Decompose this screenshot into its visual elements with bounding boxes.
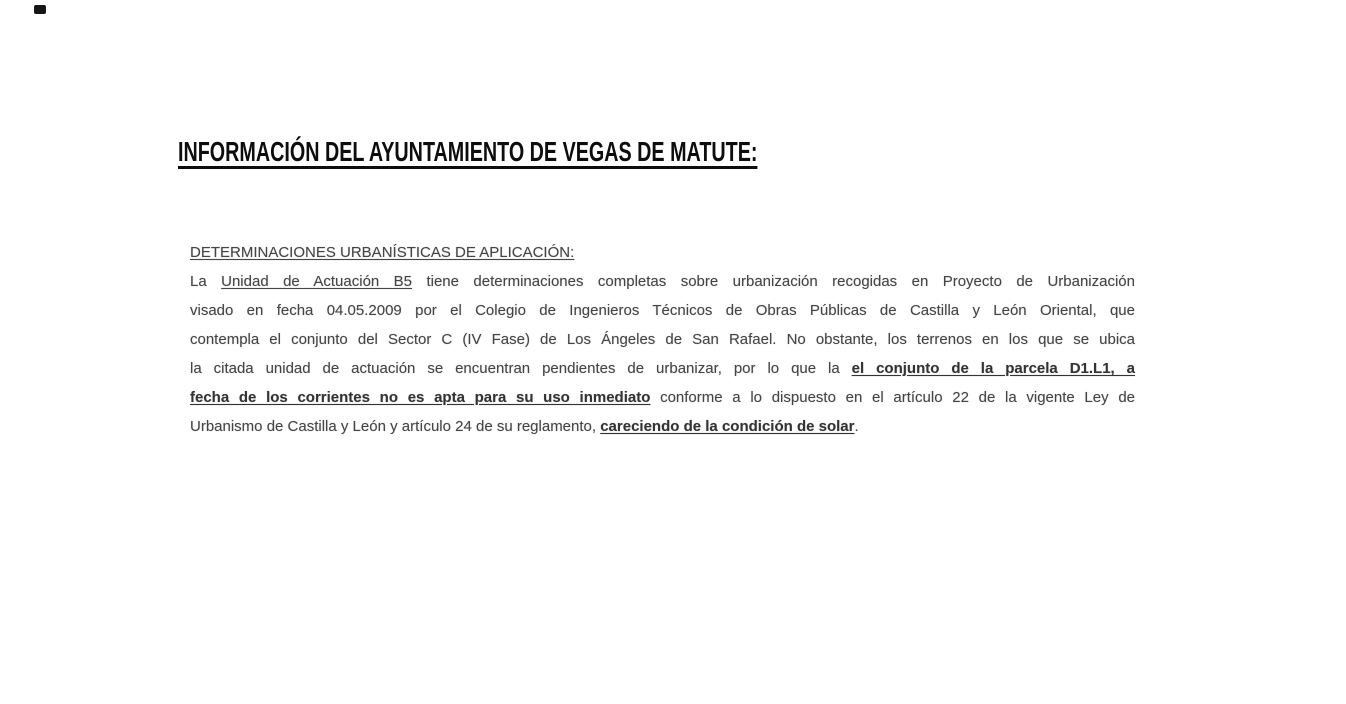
text-segment: el conjunto de la parcela D1.L1, a — [851, 360, 1135, 377]
paragraph-line — [190, 296, 1135, 325]
text-segment: tiene determinaciones completas sobre urbanización recogidas en Proyecto de Urbanización — [412, 273, 1135, 290]
text-segment: fecha de los corrientes no es apta para su uso inmediato — [190, 389, 651, 406]
paragraph-line — [190, 267, 1135, 296]
text-segment: careciendo de la condición de solar — [600, 418, 855, 435]
text-segment: conforme a lo dispuesto en el artículo 22 de la vigente Ley de — [650, 389, 1135, 406]
document-body — [190, 238, 1135, 441]
paragraph-line — [190, 412, 1135, 441]
paragraph-line — [190, 238, 1135, 267]
page-title: INFORMACIÓN DEL AYUNTAMIENTO DE VEGAS DE MATUTE: — [178, 136, 758, 167]
paragraph-line — [190, 354, 1135, 383]
paragraph-line — [190, 325, 1135, 354]
text-segment: la citada unidad de actuación se encuentran pendientes de urbanizar, por lo que la — [190, 360, 852, 377]
text-segment: La — [190, 273, 222, 290]
section-heading: DETERMINACIONES URBANÍSTICAS DE APLICACIÓN: — [190, 244, 575, 261]
text-segment: Unidad de Actuación B5 — [221, 273, 413, 290]
text-segment: visado en fecha 04.05.2009 por el Colegio de Ingenieros Técnicos de Obras Públicas de Castilla y León Oriental, que — [190, 302, 1135, 319]
scan-artifact-mark — [34, 5, 46, 14]
paragraph-line — [190, 383, 1135, 412]
text-segment: Urbanismo de Castilla y León y artículo 24 de su reglamento, — [190, 418, 601, 435]
text-segment: . — [854, 418, 859, 435]
text-segment: contempla el conjunto del Sector C (IV Fase) de Los Ángeles de San Rafael. No obstante, los terrenos en los que se ubica — [190, 331, 1135, 348]
